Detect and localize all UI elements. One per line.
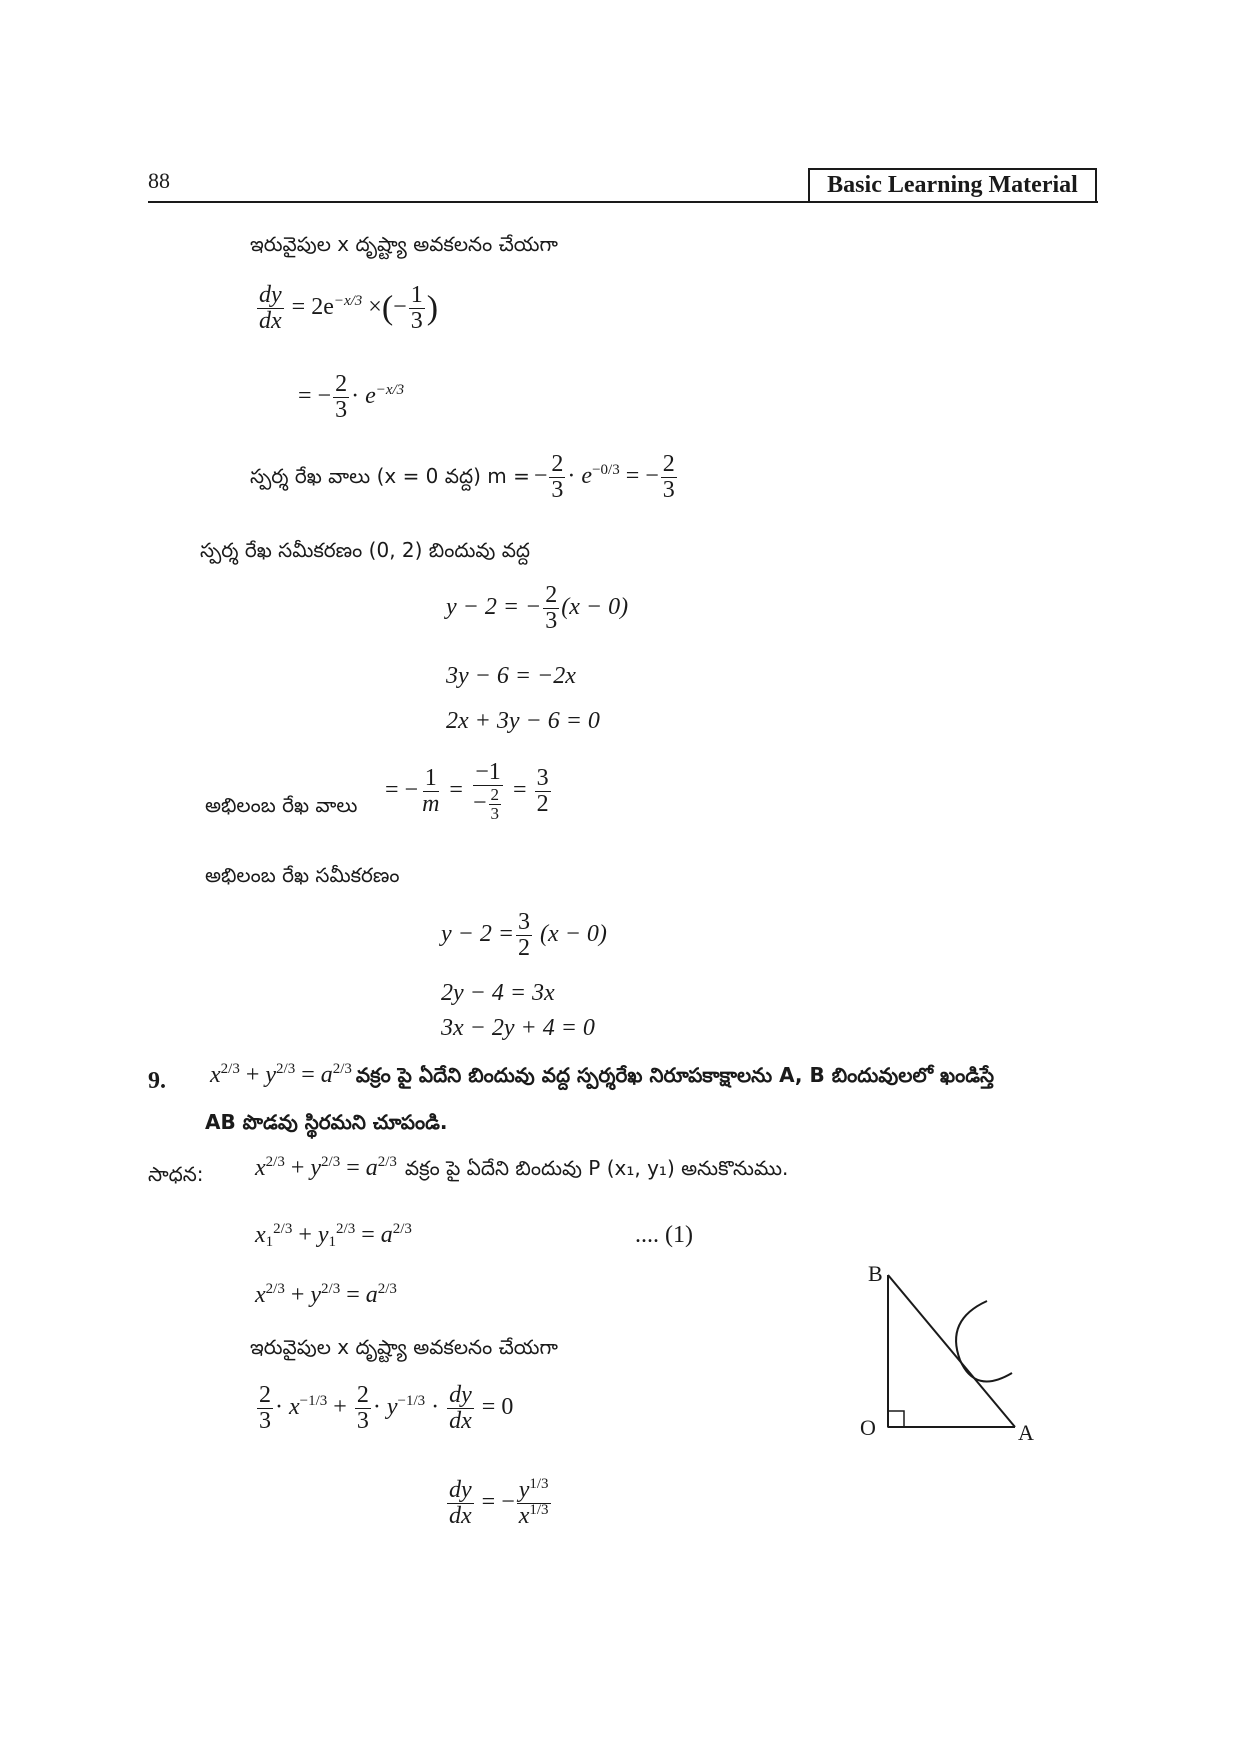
question-9-line2: AB పొడవు స్థిరమని చూపండి.: [205, 1110, 448, 1134]
t1-left: y − 2 = −: [446, 594, 542, 621]
tangent-eq-1: y − 2 = − $\frac{2}{3}$ (x − 0): [446, 582, 629, 635]
question-9-line1: $x^{2/3} + y^{2/3} = a^{2/3}$ వక్రం పై ఏదేని బిందువు వద్ద స్పర్శరేఖ నిరూపకాక్షాలను A, B బిందువులలో ఖండిస్తే: [210, 1061, 995, 1088]
tangent-slope-line: స్పర్శ రేఖ వాలు (x = 0 వద్ద) m = − $\frac{2}{3}$ · $e^{-0/3}$ = − $\frac{2}{3}$: [250, 451, 675, 504]
t1-right: (x − 0): [561, 594, 629, 621]
tangent-exponent: −0/3: [592, 462, 620, 479]
solution-line: $x^{2/3} + y^{2/3} = a^{2/3}$ వక్రం పై ఏదేని బిందువు P (x₁, y₁) అనుకొనుము.: [255, 1154, 789, 1181]
question-9-number: 9.: [148, 1068, 166, 1094]
solution-text: వక్రం పై ఏదేని బిందువు P (x₁, y₁) అనుకొనుము.: [404, 1156, 789, 1180]
eq2-exponent: −x/3: [375, 382, 405, 399]
diff-both-sides-text: ఇరువైపుల x దృష్ట్యా అవకలనం చేయగా: [250, 232, 558, 256]
header-rule: [148, 201, 1098, 203]
derivative-result: $\frac{dy}{dx}$ = − $\frac{y^{1/3}}{x^{1/3}}$: [449, 1476, 549, 1530]
derivative-equation: $\frac{2}{3}$ · $x^{-1/3}$ + $\frac{2}{3}$ · $y^{-1/3}$ · $\frac{dy}{dx}$ = 0: [259, 1382, 514, 1435]
tangent-slope-label: స్పర్శ రేఖ వాలు (x = 0 వద్ద) m =: [250, 464, 530, 489]
tangent-eq-label: స్పర్శ రేఖ సమీకరణం (0, 2) బిందువు వద్ద: [200, 538, 531, 562]
equation-dydx-2: = − $\frac{2}{3}$ · $e^{-x/3}$: [298, 371, 405, 424]
label-a: A: [1018, 1420, 1034, 1445]
label-b: B: [868, 1261, 883, 1286]
label-o: O: [860, 1415, 876, 1440]
normal-slope-value: = − $\frac{1}{m}$ = −1 − $\frac{2}{3}$ = $\frac{3}{2}$: [385, 759, 549, 824]
equation-dydx-1: $\frac{dy}{dx}$ = $2e^{-x/3}$ ×(− $\frac{1}{3}$ ): [259, 282, 439, 335]
diff-both-sides-text-2: ఇరువైపుల x దృష్ట్యా అవకలనం చేయగా: [250, 1335, 558, 1359]
question-9-text: వక్రం పై ఏదేని బిందువు వద్ద స్పర్శరేఖ నిరూపకాక్షాలను A, B బిందువులలో ఖండిస్తే: [355, 1063, 995, 1087]
tangent-eq-3: 2x + 3y − 6 = 0: [446, 708, 600, 734]
normal-eq-2: 2y − 4 = 3x: [441, 980, 555, 1006]
n1-right: (x − 0): [540, 921, 607, 948]
equation-ref: .... (1): [635, 1222, 693, 1248]
normal-eq-label: అభిలంబ రేఖ సమీకరణం: [205, 863, 400, 887]
curve-equation: $x^{2/3} + y^{2/3} = a^{2/3}$: [255, 1281, 397, 1308]
line-ab: [888, 1275, 1015, 1427]
solution-label: సాధన:: [148, 1162, 204, 1186]
page-number: 88: [148, 168, 170, 193]
n1-left: y − 2 =: [441, 921, 515, 948]
normal-slope-label: అభిలంబ రేఖ వాలు: [205, 793, 358, 817]
normal-eq-3: 3x − 2y + 4 = 0: [441, 1015, 595, 1041]
header-title: Basic Learning Material: [808, 168, 1097, 203]
normal-eq-1: y − 2 = $\frac{3}{2}$ (x − 0): [441, 909, 607, 962]
curve-arc: [956, 1301, 1012, 1381]
eq1-exponent: −x/3: [333, 293, 363, 310]
triangle-figure: [850, 1255, 1060, 1445]
right-angle-mark: [888, 1411, 904, 1427]
eq1-rhs: = 2e: [291, 294, 334, 321]
equation-1: $x_1^{2/3} + y_1^{2/3} = a^{2/3}$: [255, 1221, 412, 1250]
tangent-eq-2: 3y − 6 = −2x: [446, 663, 576, 689]
